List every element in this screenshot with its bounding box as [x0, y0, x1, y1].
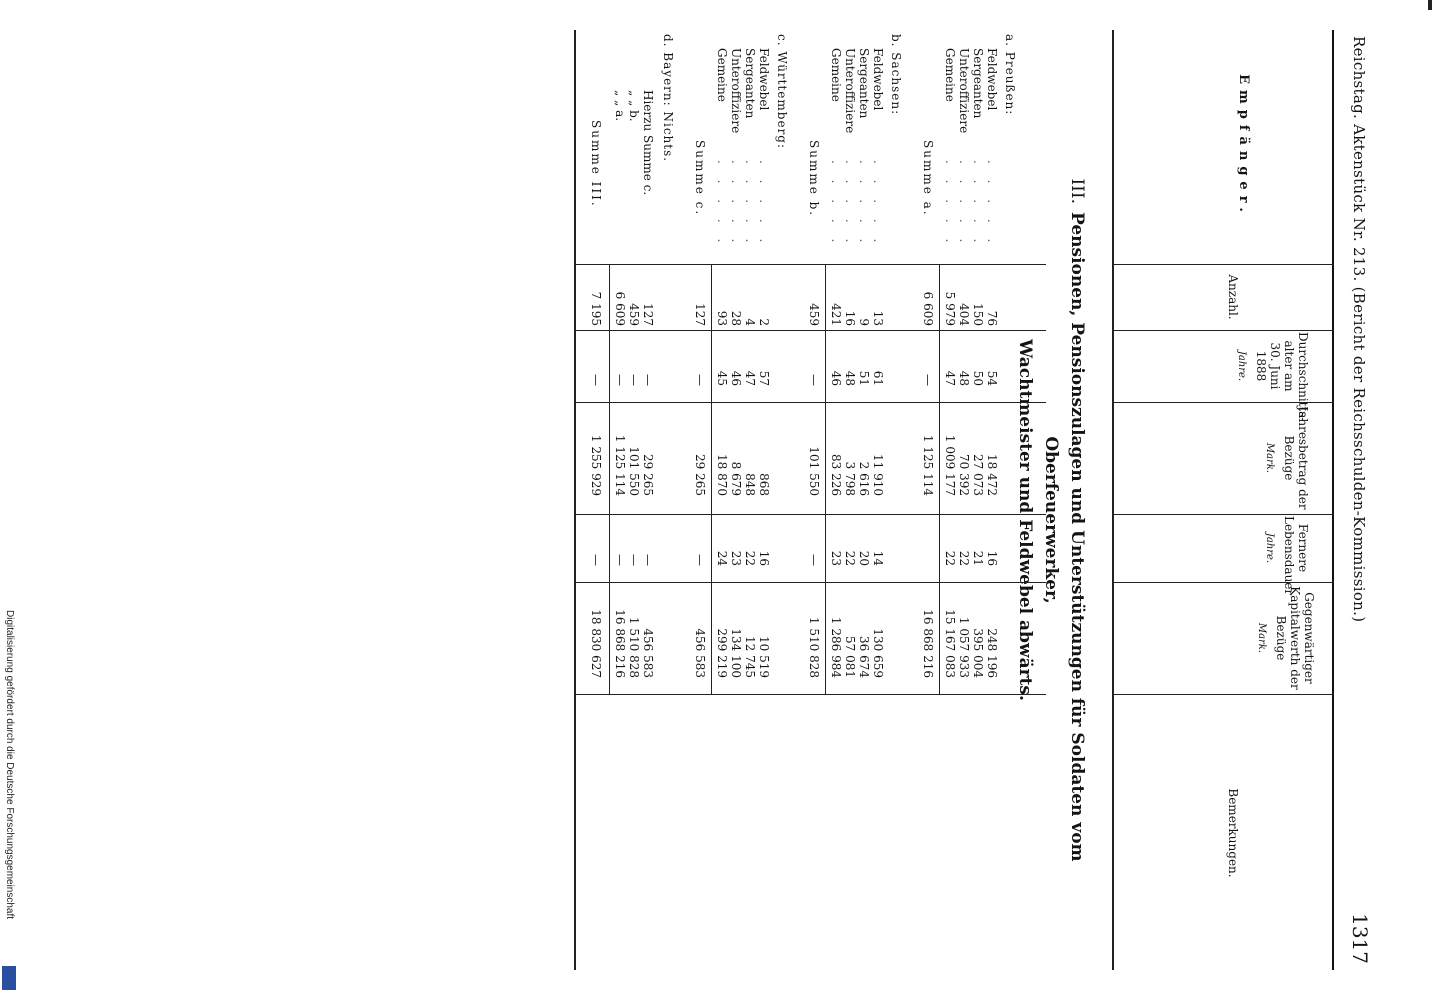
- row-alter: 47: [943, 370, 957, 386]
- sum-anzahl: 459: [807, 303, 821, 326]
- carry-anzahl: 459: [627, 303, 641, 326]
- row-dauer: 16: [757, 550, 771, 566]
- col-alter-unit: Jahre.: [1236, 350, 1247, 382]
- leader-dots: . . . . .: [943, 160, 957, 249]
- funding-text: Digitalisierung gefördert durch die Deutsche Forschungsgemeinschaft: [4, 610, 15, 920]
- carry-dauer: —: [641, 554, 655, 566]
- column-rule: [576, 694, 1046, 695]
- title-line-1: Pensionen, Pensionszulagen und Unterstützungen für Soldaten vom Oberfeuerwerker,: [1041, 212, 1087, 862]
- row-alter: 48: [957, 370, 971, 386]
- row-betrag: 2 616: [857, 461, 871, 496]
- col-jahresbetrag-label: Jahresbetrag der Bezüge: [1282, 406, 1310, 510]
- section-label: b. Sachsen:: [889, 34, 903, 116]
- total-kapital: 18 830 627: [589, 609, 603, 678]
- row-betrag: 868: [757, 473, 771, 496]
- row-alter: 57: [757, 370, 771, 386]
- col-jahresbetrag: [1116, 404, 1330, 512]
- rule: [1114, 514, 1334, 515]
- row-dauer: 22: [843, 550, 857, 566]
- sum-anzahl: 6 609: [921, 291, 935, 326]
- funding-note: [3, 610, 17, 990]
- row-anzahl: 4: [743, 318, 757, 326]
- header-text: Reichstag. Aktenstück Nr. 213. (Bericht der Reichsschulden-Kommission.): [1350, 36, 1368, 623]
- row-alter: 45: [715, 370, 729, 386]
- column-rule: [576, 402, 1046, 403]
- sum-dauer: —: [693, 554, 707, 566]
- carry-alter: —: [613, 374, 627, 386]
- row-label: Sergeanten: [857, 48, 871, 119]
- row-betrag: 27 073: [971, 454, 985, 496]
- row-label: Sergeanten: [743, 48, 757, 119]
- sum-rule: [939, 264, 940, 694]
- row-label: Unteroffiziere: [843, 48, 857, 134]
- total-betrag: 1 255 929: [589, 434, 603, 496]
- sum-rule: [609, 264, 610, 694]
- leader-dots: . . . . .: [843, 160, 857, 249]
- row-label: Feldwebel: [985, 48, 999, 111]
- row-dauer: 16: [985, 550, 999, 566]
- row-kapital: 10 519: [757, 636, 771, 678]
- carry-betrag: 101 550: [627, 446, 641, 496]
- sum-anzahl: 127: [693, 303, 707, 326]
- sum-label: Summe c.: [693, 140, 707, 217]
- row-dauer: 22: [943, 550, 957, 566]
- col-alter: [1116, 332, 1330, 422]
- section-label: d. Bayern: Nichts.: [661, 34, 675, 163]
- leader-dots: . . . . .: [743, 160, 757, 249]
- carry-label: „ „ b.: [627, 90, 641, 122]
- row-label: Gemeine: [943, 48, 957, 102]
- row-label: Gemeine: [715, 48, 729, 102]
- column-rule: [576, 330, 1046, 331]
- row-kapital: 1 057 933: [957, 616, 971, 678]
- sum-betrag: 1 125 114: [921, 434, 935, 496]
- sum-rule: [825, 264, 826, 694]
- leader-dots: . . . . .: [857, 160, 871, 249]
- leader-dots: . . . . .: [871, 160, 885, 249]
- carry-alter: —: [641, 374, 655, 386]
- row-alter: 51: [857, 370, 871, 386]
- carry-label: Hierzu Summe c.: [641, 90, 655, 196]
- carry-kapital: 456 583: [641, 628, 655, 678]
- col-empfaenger: [1116, 30, 1330, 262]
- section-roman: III.: [1067, 178, 1087, 205]
- header-rule: [1332, 30, 1334, 970]
- sum-label: Summe a.: [921, 140, 935, 217]
- column-rule: [576, 514, 1046, 515]
- row-betrag: 1 009 177: [943, 434, 957, 496]
- col-kapitalwerth: [1116, 584, 1330, 692]
- carry-kapital: 16 868 216: [613, 609, 627, 678]
- row-kapital: 1 286 984: [829, 616, 843, 678]
- row-label: Feldwebel: [757, 48, 771, 111]
- row-anzahl: 16: [843, 310, 857, 326]
- carry-anzahl: 127: [641, 303, 655, 326]
- row-alter: 54: [985, 370, 999, 386]
- title-line-2: Wachtmeister und Feldwebel abwärts.: [1015, 339, 1035, 701]
- total-label: Summe III.: [589, 120, 603, 208]
- col-lebensdauer-label: Fernere Lebensdauer: [1282, 516, 1310, 596]
- carry-dauer: —: [613, 554, 627, 566]
- carry-dauer: —: [627, 554, 641, 566]
- rule: [1114, 264, 1334, 265]
- section-label: a. Preußen:: [1003, 34, 1017, 116]
- col-anzahl-label: Anzahl.: [1226, 274, 1240, 320]
- leader-dots: . . . . .: [757, 160, 771, 249]
- row-label: Unteroffiziere: [957, 48, 971, 134]
- sum-dauer: —: [807, 554, 821, 566]
- header-bottom-rule: [1112, 30, 1114, 970]
- total-alter: —: [589, 374, 603, 386]
- row-kapital: 57 081: [843, 636, 857, 678]
- row-betrag: 8 679: [729, 461, 743, 496]
- row-anzahl: 5 979: [943, 291, 957, 326]
- total-dauer: —: [589, 554, 603, 566]
- row-label: Feldwebel: [871, 48, 885, 111]
- col-kapitalwerth-unit: Mark.: [1256, 622, 1267, 654]
- col-lebensdauer-unit: Jahre.: [1264, 532, 1275, 564]
- table-bottom-rule: [574, 30, 576, 970]
- page-number: 1317: [1348, 913, 1372, 964]
- row-anzahl: 404: [957, 303, 971, 326]
- row-alter: 50: [971, 370, 985, 386]
- leader-dots: . . . . .: [985, 160, 999, 249]
- row-dauer: 21: [971, 550, 985, 566]
- row-label: Gemeine: [829, 48, 843, 102]
- carry-betrag: 29 265: [641, 454, 655, 496]
- total-anzahl: 7 195: [589, 291, 603, 326]
- sum-kapital: 1 510 828: [807, 616, 821, 678]
- row-dauer: 22: [743, 550, 757, 566]
- rule: [1114, 402, 1334, 403]
- sum-kapital: 456 583: [693, 628, 707, 678]
- rule: [1114, 694, 1334, 695]
- row-kapital: 15 167 083: [943, 609, 957, 678]
- row-anzahl: 150: [971, 303, 985, 326]
- row-alter: 46: [829, 370, 843, 386]
- sum-alter: —: [693, 374, 707, 386]
- row-kapital: 248 196: [985, 628, 999, 678]
- leader-dots: . . . . .: [715, 160, 729, 249]
- col-lebensdauer: [1116, 516, 1330, 596]
- row-dauer: 14: [871, 550, 885, 566]
- row-kapital: 130 659: [871, 628, 885, 678]
- rule: [1114, 330, 1334, 331]
- dfg-logo-icon: [2, 966, 16, 990]
- leader-dots: . . . . .: [829, 160, 843, 249]
- leader-dots: . . . . .: [957, 160, 971, 249]
- row-anzahl: 9: [857, 318, 871, 326]
- row-anzahl: 28: [729, 310, 743, 326]
- row-betrag: 11 910: [871, 454, 885, 496]
- col-empfaenger-label: Empfänger.: [1236, 74, 1251, 218]
- row-kapital: 134 100: [729, 628, 743, 678]
- rotated-page: [86, 30, 1386, 970]
- col-bemerkungen-label: Bemerkungen.: [1226, 788, 1240, 878]
- row-anzahl: 2: [757, 318, 771, 326]
- carry-betrag: 1 125 114: [613, 434, 627, 496]
- row-label: Unteroffiziere: [729, 48, 743, 134]
- row-dauer: 23: [729, 550, 743, 566]
- row-alter: 48: [843, 370, 857, 386]
- row-dauer: 23: [829, 550, 843, 566]
- row-dauer: 20: [857, 550, 871, 566]
- sum-alter: —: [921, 374, 935, 386]
- row-betrag: 70 392: [957, 454, 971, 496]
- leader-dots: . . . . .: [729, 160, 743, 249]
- sum-betrag: 101 550: [807, 446, 821, 496]
- row-dauer: 22: [957, 550, 971, 566]
- row-alter: 46: [729, 370, 743, 386]
- sum-betrag: 29 265: [693, 454, 707, 496]
- sum-kapital: 16 868 216: [921, 609, 935, 678]
- row-anzahl: 93: [715, 310, 729, 326]
- leader-dots: . . . . .: [971, 160, 985, 249]
- row-anzahl: 421: [829, 303, 843, 326]
- column-rule: [576, 582, 1046, 583]
- scan-corner-mark: [1428, 0, 1432, 10]
- sum-label: Summe b.: [807, 140, 821, 218]
- carry-anzahl: 6 609: [613, 291, 627, 326]
- section-label: c. Württemberg:: [775, 34, 789, 150]
- carry-label: „ „ a.: [613, 90, 627, 122]
- row-kapital: 36 674: [857, 636, 871, 678]
- col-alter-label: Durchschnitts-alter am 30. Juni 1888: [1254, 332, 1310, 422]
- column-rule: [576, 264, 1046, 265]
- row-anzahl: 13: [871, 310, 885, 326]
- page-header: [1334, 30, 1386, 970]
- row-betrag: 3 798: [843, 461, 857, 496]
- row-alter: 61: [871, 370, 885, 386]
- section-title: [1012, 150, 1090, 890]
- rule: [1114, 582, 1334, 583]
- col-jahresbetrag-unit: Mark.: [1264, 442, 1275, 474]
- carry-kapital: 1 510 828: [627, 616, 641, 678]
- row-label: Sergeanten: [971, 48, 985, 119]
- row-anzahl: 76: [985, 310, 999, 326]
- col-bemerkungen: [1116, 696, 1330, 970]
- sum-rule: [711, 264, 712, 694]
- row-alter: 47: [743, 370, 757, 386]
- row-betrag: 18 870: [715, 454, 729, 496]
- sum-alter: —: [807, 374, 821, 386]
- row-dauer: 24: [715, 550, 729, 566]
- row-betrag: 848: [743, 473, 757, 496]
- col-kapitalwerth-label: Gegenwärtiger Kapitalwerth der Bezüge: [1274, 586, 1316, 690]
- col-anzahl: [1116, 266, 1330, 328]
- row-kapital: 299 219: [715, 628, 729, 678]
- carry-alter: —: [627, 374, 641, 386]
- row-kapital: 395 004: [971, 628, 985, 678]
- row-betrag: 18 472: [985, 454, 999, 496]
- row-betrag: 83 226: [829, 454, 843, 496]
- row-kapital: 12 745: [743, 636, 757, 678]
